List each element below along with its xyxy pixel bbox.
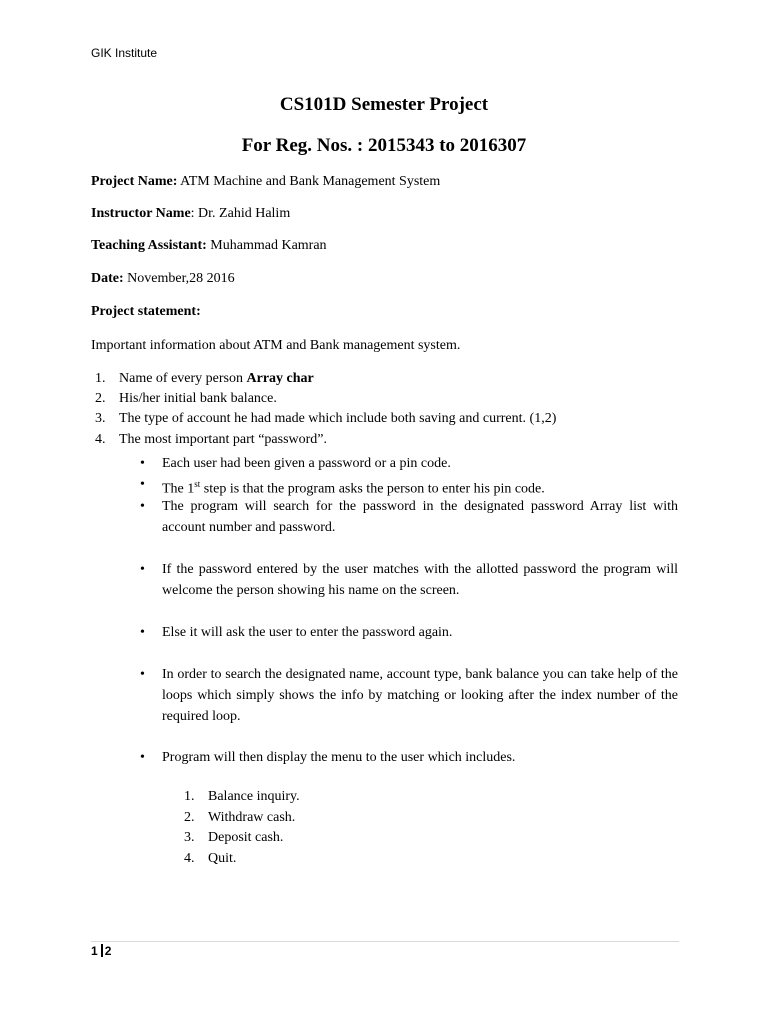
page-header: GIK Institute xyxy=(91,46,158,60)
menu-item xyxy=(184,851,236,867)
menu-text: Quit. xyxy=(208,851,237,866)
numbered-item xyxy=(95,432,327,448)
ta-label: Teaching Assistant: xyxy=(91,238,207,253)
ordinal-suffix: st xyxy=(194,479,201,489)
menu-number: 4. xyxy=(184,851,195,866)
item-text: The most important part “password”. xyxy=(119,432,328,447)
item-number: 1. xyxy=(95,371,106,386)
footer-divider xyxy=(91,941,679,942)
ta-line xyxy=(91,238,327,254)
document-title: CS101D Semester Project xyxy=(279,94,489,115)
date-value: November,28 2016 xyxy=(127,271,235,286)
menu-item xyxy=(184,810,295,826)
ta-value: Muhammad Kamran xyxy=(210,238,327,253)
project-name-label: Project Name: xyxy=(91,174,178,189)
menu-number: 3. xyxy=(184,830,195,845)
menu-item xyxy=(184,830,283,846)
document-subtitle: For Reg. Nos. : 2015343 to 2016307 xyxy=(241,135,527,156)
menu-number: 1. xyxy=(184,789,195,804)
item-number: 3. xyxy=(95,411,106,426)
menu-text: Deposit cash. xyxy=(208,830,284,845)
statement-label: Project statement: xyxy=(91,304,201,319)
numbered-item xyxy=(95,391,277,407)
bullet-item: • If the password entered by the user matches with the allotted password the program will welcome the person showing his name on the screen. xyxy=(162,559,678,601)
total-pages: 2 xyxy=(104,944,112,958)
page-separator xyxy=(101,944,103,957)
project-name-line xyxy=(91,174,440,190)
instructor-line xyxy=(91,206,290,222)
item-number: 4. xyxy=(95,432,106,447)
current-page: 1 xyxy=(91,944,98,958)
bullet-item: • Else it will ask the user to enter the password again. xyxy=(162,622,678,643)
numbered-item xyxy=(95,411,556,427)
statement-heading xyxy=(91,304,201,320)
menu-number: 2. xyxy=(184,810,195,825)
page-number xyxy=(91,944,111,958)
intro-text: Important information about ATM and Bank management system. xyxy=(91,338,461,353)
bullet-text-start: The 1 xyxy=(162,481,195,497)
instructor-label: Instructor Name xyxy=(91,206,191,221)
instructor-value: : Dr. Zahid Halim xyxy=(190,206,291,221)
numbered-item xyxy=(95,371,314,387)
item-emphasis: Array char xyxy=(246,371,314,386)
bullet-item: • In order to search the designated name, account type, bank balance you can take help of the loops which simply shows the info by matching or looking after the index number of the required loop. xyxy=(162,664,678,727)
date-label: Date: xyxy=(91,271,124,286)
date-line xyxy=(91,271,235,287)
menu-text: Withdraw cash. xyxy=(208,810,296,825)
menu-item xyxy=(184,789,300,805)
bullet-item: • Program will then display the menu to the user which includes. xyxy=(162,747,678,768)
item-text: The type of account he had made which include both saving and current. (1,2) xyxy=(119,411,557,426)
menu-text: Balance inquiry. xyxy=(208,789,300,804)
item-text: His/her initial bank balance. xyxy=(119,391,277,406)
bullet-text-end: step is that the program asks the person to enter his pin code. xyxy=(200,481,545,497)
item-text: Name of every person xyxy=(119,371,247,386)
bullet-item: • Each user had been given a password or a pin code. xyxy=(162,453,678,474)
project-name-value: ATM Machine and Bank Management System xyxy=(180,174,441,189)
item-number: 2. xyxy=(95,391,106,406)
bullet-item: • The program will search for the password in the designated password Array list with account number and password. xyxy=(162,496,678,538)
